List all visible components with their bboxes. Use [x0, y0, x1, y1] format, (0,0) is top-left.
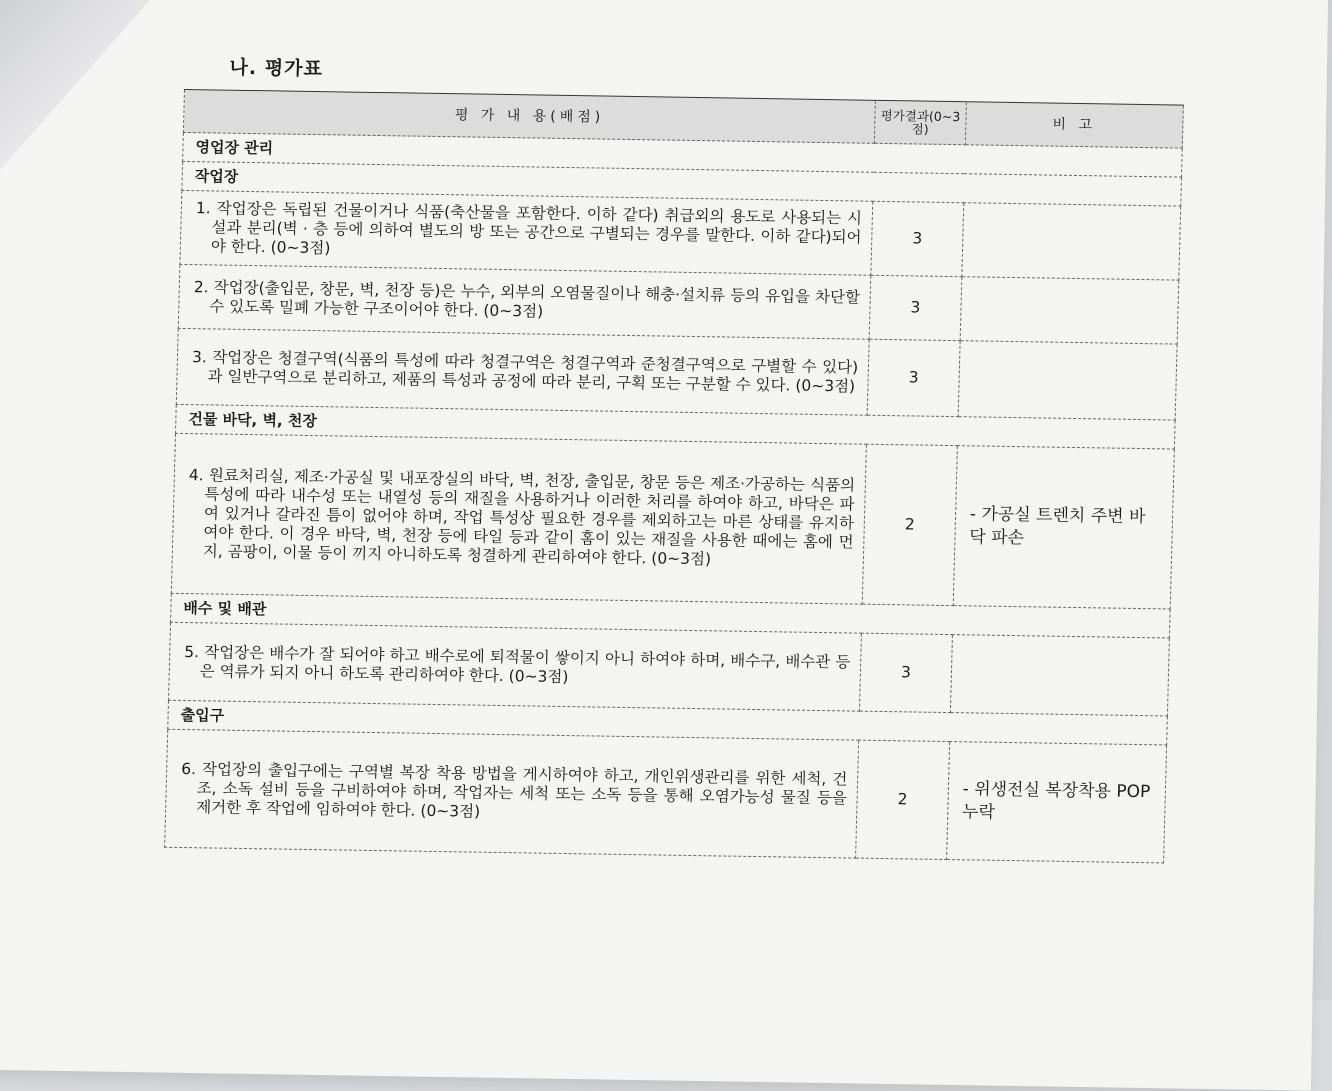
item-note: - 위생전실 복장착용 POP누락 — [946, 742, 1166, 863]
header-result: 평가결과(0~3점) — [875, 100, 967, 144]
item-text: 5. 작업장은 배수가 잘 되어야 하고 배수로에 퇴적물이 쌓이지 아니 하여야 하며, 배수구, 배수관 등은 역류가 되지 아니 하도록 관리하여야 한다. (0~3점) — [169, 622, 862, 711]
category-label: 배수 및 배관 — [171, 593, 1171, 638]
table-row — [165, 729, 1167, 863]
item-note — [960, 277, 1179, 344]
item-note — [958, 341, 1177, 420]
item-text: 3. 작업장은 청결구역(식품의 특성에 따라 청결구역은 청결구역과 준청결구역으로 구별할 수 있다)과 일반구역으로 분리하고, 제품의 특성과 공정에 따라 분리, 구획 또는 구분할 수 있다. (0~3점) — [176, 328, 869, 415]
header-content: 평 가 내 용(배점) — [183, 89, 875, 143]
category-label: 건물 바닥, 벽, 천장 — [175, 404, 1175, 449]
item-score: 3 — [871, 201, 963, 276]
item-text: 2. 작업장(출입문, 창문, 벽, 천장 등)은 누수, 외부의 오염물질이나 해충·설치류 등의 유입을 차단할 수 있도록 밀폐 가능한 구조이어야 한다. (0~3점) — [178, 264, 871, 339]
document-content — [39, 50, 1210, 864]
item-score: 3 — [869, 275, 961, 340]
evaluation-table — [164, 89, 1184, 863]
item-note — [950, 635, 1169, 716]
item-score: 2 — [856, 740, 950, 859]
table-row — [171, 433, 1174, 609]
item-text: 4. 원료처리실, 제조·가공실 및 내포장실의 바닥, 벽, 천장, 출입문, 창문 등은 제조·가공하는 식품의 특성에 따라 내수성 또는 내열성 등의 재질을 사용하거나 이러한 처리를 하여야 하고, 바닥은 파여 있거나 갈라진 틈이 없어야 하며, 작업 특성상 필요한 경우를 제외하고는 마른 상태를 유지하여야 한다. 이 경우 바닥, 벽, 천장 등에 타일 등과 같이 홈이 있는 재질을 사용한 때에는 홈에 먼지, 곰팡이, 이물 등이 끼지 아니하도록 청결하게 관리하여야 한다. (0~3점) — [171, 433, 866, 604]
section-title: 나. 평가표 — [229, 56, 324, 81]
item-text: 1. 작업장은 독립된 건물이거나 식품(축산물을 포함한다. 이하 같다) 취급외의 용도로 사용되는 시설과 분리(벽 · 층 등에 의하여 별도의 방 또는 공간으로 구별되는 경우를 말한다. 이하 같다)되어야 한다. (0~3점) — [180, 190, 873, 275]
category-label: 작업장 — [182, 161, 1182, 206]
item-note — [962, 203, 1181, 280]
item-score: 3 — [867, 339, 960, 416]
top-category: 영업장 관리 — [183, 132, 1183, 177]
item-score: 3 — [860, 633, 953, 712]
category-label: 출입구 — [168, 700, 1168, 745]
item-note: - 가공실 트렌치 주변 바닥 파손 — [953, 446, 1174, 609]
item-score: 2 — [862, 444, 957, 605]
header-note: 비 고 — [965, 102, 1183, 148]
item-text: 6. 작업장의 출입구에는 구역별 복장 착용 방법을 게시하여야 하고, 개인위생관리를 위한 세척, 건조, 소독 설비 등을 구비하여야 하며, 작업자는 세척 또는 소독 등을 통해 오염가능성 물질 등을 제거한 후 작업에 임하여야 한다. (0~3점) — [165, 729, 859, 858]
